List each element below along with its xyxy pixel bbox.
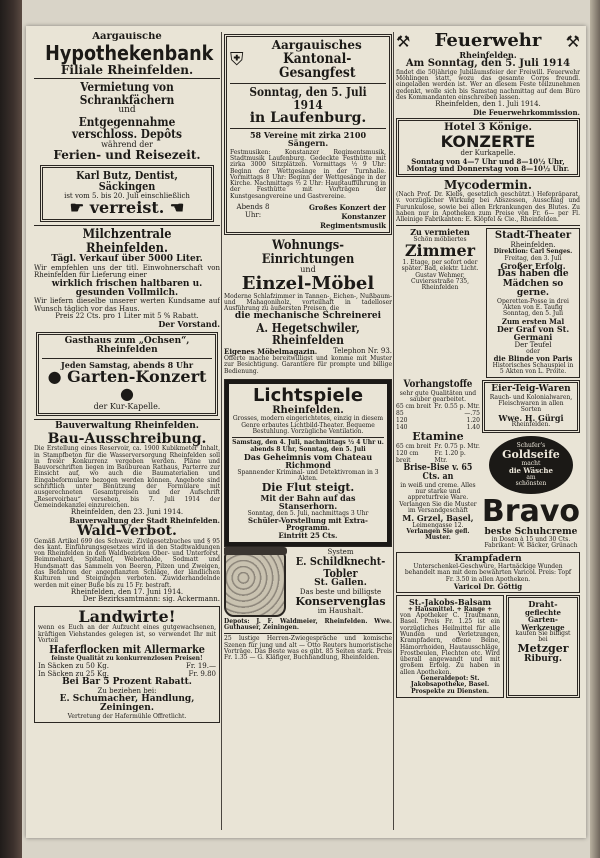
ad-waldverbot bbox=[34, 524, 220, 604]
bravo-packs: in Dosen à 15 und 30 Cts. bbox=[491, 536, 571, 544]
brise-body: in weiß und creme. Alles nur starke und appreturfreie Ware. Verlangen Sie die Muster im Versandgeschäft bbox=[399, 481, 477, 514]
hotel-sun: Sonntag von 4—7 Uhr und 8—10½ Uhr, bbox=[411, 156, 565, 166]
ad-konservenglas bbox=[224, 549, 392, 619]
ad-stadt-theater bbox=[486, 228, 580, 378]
land-title: Landwirte! bbox=[78, 606, 176, 626]
konf-name: E. Schildknecht-Tobler bbox=[295, 555, 386, 580]
book-spine bbox=[0, 0, 22, 858]
preserving-jar-image bbox=[224, 551, 286, 617]
milch-sign: Der Vorstand. bbox=[158, 319, 220, 330]
myco-body: (Nach Prof. Dr. Klebs, gesetzlich geschützt.) Hefepräparat, v. vorzüglicher Wirkung bei Abszessen, Ausschlag und Furunkulose, sowie bei allen Erkrankungen des Blutes. Zu haben nur in Apotheken zum Preise von Fr. 6— per Fl. Alleinige Fabrikanten: E. Klöpfel & Cie., Rheinfelden. bbox=[396, 190, 580, 224]
feuer-date: Am Sonntag, den 5. Juli 1914 bbox=[405, 58, 571, 70]
konf-depot: Depots: J. F. Waldmeier, Rheinfelden. Wwe. Guthauser, Zeiningen. bbox=[224, 617, 392, 632]
gold-line-3: am bbox=[526, 473, 536, 481]
jakob-body: von Apotheker C. Trautmann, Basel. Preis Fr. 1.25 ist ein vorzügliches Heilmittel für alle Wunden und Verletzungen, Krampfadern, offene Beine, Hämorrhoiden, Hautausschläge, Frostbeulen, Flechten etc. Wird überall angewandt und mit großem Erfolg. Zu haben in allen Apotheken. bbox=[400, 612, 500, 676]
zimmer-body: 1. Etage, per sofort oder später. Bad, elektr. Licht. Gustav Wehmer, Cuviersstraße 735, Rheinfelden bbox=[401, 258, 479, 292]
hypo-line-2: und bbox=[118, 105, 136, 116]
eier-city: Rheinfelden. bbox=[511, 420, 551, 428]
ad-vorhangstoffe bbox=[396, 380, 480, 550]
feuer-date-2: Rheinfelden, den 1. Juli 1914. bbox=[435, 100, 541, 109]
dentist-name: Karl Butz, Dentist, Säckingen bbox=[76, 168, 178, 194]
moebel-firm: A. Hegetschwiler, Rheinfelden bbox=[256, 320, 360, 348]
ad-bravo bbox=[482, 496, 580, 550]
price-row: 120 1.20 bbox=[396, 417, 480, 425]
moebel-foot: Offerte mache bereitwilligst und komme mit Muster zur Besichtigung. Garantiere für prompte und billige Bedienung. bbox=[224, 355, 392, 375]
konf-product: Konservenglas bbox=[295, 595, 386, 609]
column-middle bbox=[224, 32, 392, 830]
divider bbox=[34, 225, 220, 226]
draht-sub-3: Werkzeuge bbox=[521, 622, 565, 632]
bau-date: Rheinfelden, den 23. Juni 1914. bbox=[70, 508, 184, 517]
column-rule bbox=[393, 32, 394, 830]
ochsen-when: Jeden Samstag, abends 8 Uhr bbox=[60, 359, 194, 370]
column-left bbox=[34, 32, 220, 830]
bullet-icon: ● bbox=[47, 367, 68, 387]
divider bbox=[42, 358, 212, 359]
bravo-fab: Fabrikant: W. Bäcker, Grünach bbox=[484, 542, 578, 550]
etamine-title: Etamine bbox=[412, 430, 464, 444]
land-intro: wenn es Euch an der Aufzucht eines gutgewachsenen, kräftigen Viehstandes gelegen ist, so verwendet Ihr mit Vorteil bbox=[38, 624, 216, 644]
bau-head: Bauverwaltung Rheinfelden. bbox=[55, 421, 199, 432]
draht-city: Riburg. bbox=[524, 653, 562, 664]
gold-title: Goldseife bbox=[502, 448, 560, 462]
theater-city: Rheinfelden. bbox=[510, 240, 556, 249]
fest-evening-row: Abends 8 Uhr: Großes Konzert der Konstanzer Regimentsmusik bbox=[236, 203, 386, 230]
row-jakob-draht bbox=[396, 595, 580, 698]
ad-zimmer bbox=[396, 228, 484, 378]
price-row: 65 cm breit Fr. 0.75 p. Mtr. bbox=[396, 442, 480, 450]
hand-icon: ☚ bbox=[164, 198, 185, 218]
price-row: In Säcken zu 50 Kg. Fr. 19.— bbox=[38, 662, 216, 671]
konf-foot: 25 lustige Herren-Zwiegespräche und komische Szenen für jung und alt — Otto Reuters humoristische Vorträge. Das Beste was es gibt. 85 Seiten stark. Preis Fr. 1.35 — G. Kläfiger, Buchhandlung, Rheinfelden. bbox=[224, 635, 392, 662]
ad-st-jakobs-balsam bbox=[396, 595, 504, 698]
ad-landwirte bbox=[34, 606, 220, 723]
milch-bold: wirklich frischen haltbaren u. gesunden Vollmilch. bbox=[51, 278, 203, 298]
bau-title: Bau-Ausschreibung. bbox=[47, 430, 207, 447]
brise-firm: M. Grzel, Basel, bbox=[402, 513, 474, 524]
land-tag: feinste Qualität zu konkurrenzlosen Preisen! bbox=[51, 654, 203, 662]
fest-program: Festmusiken: Konstanzer Regimentsmusik, Stadtmusik Laufenburg. Gedeckte Festhütte mit zirka 3000 Sitzplätzen. Vormittags ½ 9 Uhr: Beginn der Wettgesänge in der Turnhalle. Vormittags 8 Uhr: Beginn der Wettgesänge in der Kirche. Nachmittags ½ 2 Uhr: Hauptaufführung in der Festhütte mit Vorträgen der Kunstgesangvereine und Gastvereine. bbox=[230, 148, 386, 200]
moebel-und: und bbox=[300, 265, 316, 275]
divider bbox=[230, 128, 386, 129]
licht-film-2: Die Flut steigt. bbox=[261, 481, 355, 495]
ad-dentist bbox=[40, 165, 214, 222]
milch-price: Preis 22 Cts. pro 1 Liter mit 5 % Rabatt. bbox=[55, 312, 199, 321]
ad-gesangfest bbox=[224, 34, 392, 235]
ad-hypothekenbank bbox=[34, 32, 220, 162]
eier-firm: Wwe. H. Gürgi bbox=[498, 412, 564, 423]
wald-sign: Der Bezirksamtmann: sig. Ackermann. bbox=[82, 595, 220, 604]
zimmer-pre: Zu vermieten bbox=[410, 227, 470, 238]
wald-date: Rheinfelden, den 17. Juni 1914. bbox=[70, 587, 184, 596]
firefighter-icon: ⚒ bbox=[565, 32, 580, 51]
konf-city: St. Gallen. bbox=[314, 578, 367, 589]
brise-tag: Verlangen Sie gefl. Muster. bbox=[406, 527, 470, 542]
fest-count: 58 Vereine mit zirka 2100 Sängern. bbox=[249, 129, 367, 149]
fest-title: Kantonal-Gesangfest bbox=[278, 50, 356, 82]
jakob-tag: + Hausmittel. + Range + bbox=[407, 605, 493, 613]
hypo-line-1: Vermietung von Schrankfächern bbox=[79, 80, 175, 107]
divider bbox=[232, 437, 384, 438]
ad-krampfadern bbox=[396, 552, 580, 594]
feuer-title: Feuerwehr bbox=[434, 32, 542, 52]
fest-date: Sonntag, den 5. Juli 1914 bbox=[249, 84, 367, 112]
bullet-icon: ● bbox=[120, 383, 134, 403]
gold-line-4: schönsten bbox=[515, 479, 547, 487]
draht-firm: Metzger bbox=[517, 642, 569, 656]
konf-use: im Haushalt. bbox=[317, 606, 364, 615]
column-rule bbox=[221, 32, 222, 830]
milch-title: Milchzentrale Rheinfelden. bbox=[82, 227, 172, 256]
fest-place: in Laufenburg. bbox=[249, 110, 367, 127]
theater-fri: Freitag, den 3. Juli bbox=[504, 254, 562, 262]
ochsen-name: Gasthaus zum „Ochsen“, Rheinfelden bbox=[64, 335, 190, 356]
ad-milchzentrale bbox=[34, 228, 220, 329]
firefighter-icon: ⚒ bbox=[396, 32, 411, 51]
theater-dir: Direktion: Carl Senges. bbox=[493, 248, 573, 256]
theater-mid: Der Teufel bbox=[514, 340, 552, 349]
feuer-sign: Die Feuerwehrkommission. bbox=[473, 107, 580, 117]
price-row: 65 cm breit Fr. 0.55 p. Mtr. bbox=[396, 403, 480, 411]
draht-sub-2: Garten- bbox=[528, 615, 558, 625]
land-firm: E. Schumacher, Handlung, Zeiningen. bbox=[59, 693, 195, 714]
theater-play-1: Das haben die Mädchen so gerne. bbox=[497, 269, 569, 299]
brise-addr: Leimengasse 12. bbox=[412, 521, 464, 529]
konf-desc: Das beste und billigste bbox=[299, 587, 382, 596]
licht-city: Rheinfelden. bbox=[272, 404, 344, 416]
fest-pre: Aargauisches bbox=[271, 38, 362, 52]
price-row: In Säcken zu 25 Kg. Fr. 9.80 bbox=[38, 670, 216, 679]
milch-sub: Tägl. Verkauf über 5000 Liter. bbox=[51, 254, 203, 265]
bravo-sub: beste Schuhcreme bbox=[484, 526, 578, 537]
divider bbox=[396, 225, 580, 226]
gold-line-2: die Wäsche bbox=[508, 466, 553, 476]
ad-moebel bbox=[224, 239, 392, 375]
licht-extra: Sonntag, den 5. Juli, nachmittags 3 Uhr bbox=[247, 509, 369, 517]
myco-title: Mycodermin. bbox=[443, 178, 533, 193]
ad-drahtgeflechte bbox=[506, 595, 580, 698]
ochsen-by: der Kur-Kapelle. bbox=[93, 401, 161, 411]
column-right bbox=[396, 32, 580, 830]
gold-pre: Schufer's bbox=[516, 442, 546, 450]
row-zimmer-theater bbox=[396, 228, 580, 378]
gold-line-1: macht bbox=[521, 460, 541, 468]
hypo-line-4: während der bbox=[101, 139, 153, 149]
theater-genre-1: Operetten-Posse in drei Akten von E. Taufig bbox=[497, 297, 569, 311]
licht-title: Lichtspiele bbox=[252, 384, 364, 406]
milch-note: Wir liefern dieselbe unserer werten Kundsame auf Wunsch täglich vor das Haus. bbox=[34, 297, 220, 313]
ad-lichtspiele bbox=[224, 379, 392, 547]
moebel-title-1: Wohnungs-Einrichtungen bbox=[261, 238, 355, 267]
theater-succ: Großer Erfolg. bbox=[500, 260, 566, 271]
wald-title: Wald-Verbot. bbox=[77, 522, 177, 539]
ad-mycodermin bbox=[396, 179, 580, 223]
dentist-verreist: ☛ verreist. ☚ bbox=[69, 198, 185, 218]
hypo-line-5: Ferien- und Reisezeit. bbox=[53, 148, 201, 163]
theater-title: Stadt-Theater bbox=[494, 230, 572, 242]
theater-play-2: Der Graf von St. Germani bbox=[496, 323, 570, 343]
ad-feuerwehr bbox=[396, 32, 580, 116]
licht-school: Schüler-Vorstellung mit Extra-Programm. bbox=[248, 515, 368, 533]
hotel-name: Hotel 3 Könige. bbox=[444, 122, 532, 134]
vor-intro: sehr gute Qualitäten und sauber gearbeitet. bbox=[399, 389, 477, 403]
land-ref: Zu beziehen bei: bbox=[97, 686, 157, 695]
land-product: Haferflocken mit Allermarke bbox=[49, 643, 205, 657]
draht-sub: geflechte bbox=[525, 607, 561, 617]
hypo-line-3: Entgegennahme verschloss. Depôts bbox=[72, 114, 182, 142]
page-edge bbox=[590, 0, 600, 858]
ad-hotel-3-koenige bbox=[396, 118, 580, 177]
price-row: 85 —.75 bbox=[396, 410, 480, 418]
ad-eier-teig-waren bbox=[482, 380, 580, 433]
kramp-product: Varicol Dr. Göttig bbox=[453, 582, 523, 592]
zimmer-title: Zimmer bbox=[404, 241, 476, 261]
land-agent: Vertretung der Hafermühle Offretlicht. bbox=[67, 712, 187, 720]
eier-title: Eier-Teig-Waren bbox=[491, 384, 571, 395]
jakob-title: St.-Jakobs-Balsam bbox=[409, 597, 491, 608]
bravo-title: Bravo bbox=[481, 494, 580, 530]
kramp-title: Krampfadern bbox=[454, 553, 522, 564]
theater-genre-3: Historisches Schauspiel in 5 Akten von L. Proite. bbox=[492, 361, 574, 375]
jakob-depot: Generaldepot: St. Jakobsapotheke, Basel. Prospekte zu Diensten. bbox=[410, 675, 490, 695]
vor-title: Vorhangstoffe bbox=[403, 379, 473, 391]
coat-of-arms-icon: ⛨ bbox=[230, 49, 244, 71]
licht-film-1-desc: Spannender Kriminal- und Detektivroman in 3 Akten. bbox=[237, 468, 379, 482]
hotel-mon: Montag und Donnerstag von 8—10½ Uhr. bbox=[406, 164, 570, 174]
moebel-body: Moderne Schlafzimmer in Tannen-, Eichen-, Nußbaum- und Mahagoniholz, vorteilhaft in tadelloser Ausführung zu äußersten Preisen, die bbox=[224, 292, 392, 313]
row-stoffe-eier bbox=[396, 380, 580, 550]
hypo-sub: Filiale Rheinfelden. bbox=[60, 62, 194, 77]
licht-intro: Grosses, modern eingerichtetes, einzig in diesem Genre erbautes Lichtbild-Theater. Bequeme Bestuhlung. Vorzügliche Ventilation. bbox=[232, 415, 384, 435]
licht-entry: Eintritt 25 Cts. bbox=[278, 530, 338, 540]
ad-bauverwaltung bbox=[34, 422, 220, 524]
divider bbox=[34, 419, 220, 420]
licht-film-1: Das Geheimnis vom Chateau Richmond bbox=[243, 451, 373, 471]
theater-play-3: die Blinde von Paris bbox=[493, 354, 573, 364]
brise-title: Brise-Bise v. 65 Cts. an bbox=[403, 462, 473, 483]
divider bbox=[224, 633, 392, 634]
divider bbox=[34, 78, 220, 79]
divider bbox=[230, 83, 386, 84]
newspaper-page bbox=[26, 26, 586, 838]
draht-title: Draht- bbox=[528, 599, 558, 610]
licht-film-3: Mit der Bahn auf das Stanserhorn. bbox=[260, 492, 356, 512]
moebel-contact-row: Eigenes Möbelmagazin. Telephon Nr. 93. bbox=[224, 347, 392, 357]
bau-body: Die Erstellung eines Reservoir, ca. 1900 Kubikmeter Inhalt, in Stampfbeton für die Wasserversorgung Rheinfelden soll in freier Konkurrenz vergeben werden. Pläne und Bauvorschriften liegen im Bauburean Rathaus, Parterre zur Einsicht auf, wo auch die Baumaterialien und Eingabeformulare bezogen werden können. Angebote sind schriftlich unter Benützung der Formulare mit ausgerechneten Gesamtpreisen und der Aufschrift „Reservoirbau“ versehen, bis 7. Juli 1914 der Gemeindekanzlei einzureichen. bbox=[34, 445, 220, 509]
feuer-city: Rheinfelden. bbox=[459, 50, 517, 60]
theater-first: Zum ersten Mal bbox=[501, 316, 565, 326]
eier-body: Rauch- und Kolonialwaren, Fleischwaren in allen Sorten bbox=[489, 393, 573, 414]
theater-mid-2: oder bbox=[526, 347, 540, 355]
moebel-title-2: Einzel-Möbel bbox=[241, 272, 375, 294]
hypo-pre: Aargauische bbox=[92, 32, 162, 42]
wald-body: Gemäß Artikel 699 des Schweiz. Zivilgesetzbuches und § 95 des kant. Einführungsgesetzes wird in den Stadtwaldungen von Rheinfelden in den Waldbezirken Ober- und Unterforst, Beimmehard, Spitalhof, Weberhalde, Sodmatt und Hundsmatt das Sammeln von Beeren, Pilzen und Zweigen, das Befahren der angepflanzten Schläge, der ländlichen Kulturen und Steigungen verboten. Zuwiderhandelnde werden mit einer Buße bis zu 15 Fr. bestraft. bbox=[34, 537, 220, 589]
ochsen-title: ● Garten-Konzert ● bbox=[47, 367, 207, 403]
theater-sun: Sonntag, den 5. Juli bbox=[503, 310, 563, 318]
hotel-by: der Kurkapelle. bbox=[460, 149, 516, 158]
ad-ochsen bbox=[36, 332, 218, 416]
feuer-body: findet die 50jährige Jubiläumsfeier der Freiwill. Feuerwehr Möhlingen statt, wozu das gesamte Corps freundl. eingeladen werden ist. Wer an diesem Feste teilzunehmen gedenkt, wolle sich bis Samstag nachmittag auf dem Büro des Kommandanten einschreiben lassen. bbox=[396, 68, 580, 102]
licht-dates: Samstag, den 4. Juli, nachmittags ½ 4 Uhr u. abends 8 Uhr, Sonntag, den 5. Juli bbox=[232, 439, 384, 453]
konf-system: System bbox=[327, 547, 354, 556]
bau-sign: Bauverwaltung der Stadt Rheinfelden. bbox=[69, 515, 220, 525]
price-row: 120 cm breit Fr. 1.20 p. Mtr. bbox=[396, 449, 466, 464]
land-discount: Bei Bar 5 Prozent Rabatt. bbox=[62, 677, 192, 688]
price-row: 140 1.40 bbox=[396, 424, 480, 432]
dentist-dates: ist vom 5. bis 20. Juli einschließlich bbox=[64, 191, 190, 200]
ad-goldseife bbox=[489, 436, 573, 494]
moebel-firm-pre: die mechanische Schreinerei bbox=[234, 311, 382, 322]
hand-icon: ☛ bbox=[69, 198, 90, 218]
zimmer-sub: Schön möbliertes bbox=[413, 235, 467, 243]
draht-cheap: kaufen Sie billigst bei bbox=[515, 629, 571, 644]
hotel-title: KONZERTE bbox=[440, 131, 536, 151]
kramp-body: Unterschenkel-Geschwüre, Hartnäckige Wunden behandelt man mit dem bewährten Varicol. Preis: Topf Fr. 3.50 in allen Apotheken. bbox=[404, 563, 572, 583]
milch-body: Wir empfehlen uns der titl. Einwohnerschaft von Rheinfelden für Lieferung einer bbox=[34, 263, 220, 280]
hypo-title: Hypothekenbank bbox=[45, 40, 214, 65]
